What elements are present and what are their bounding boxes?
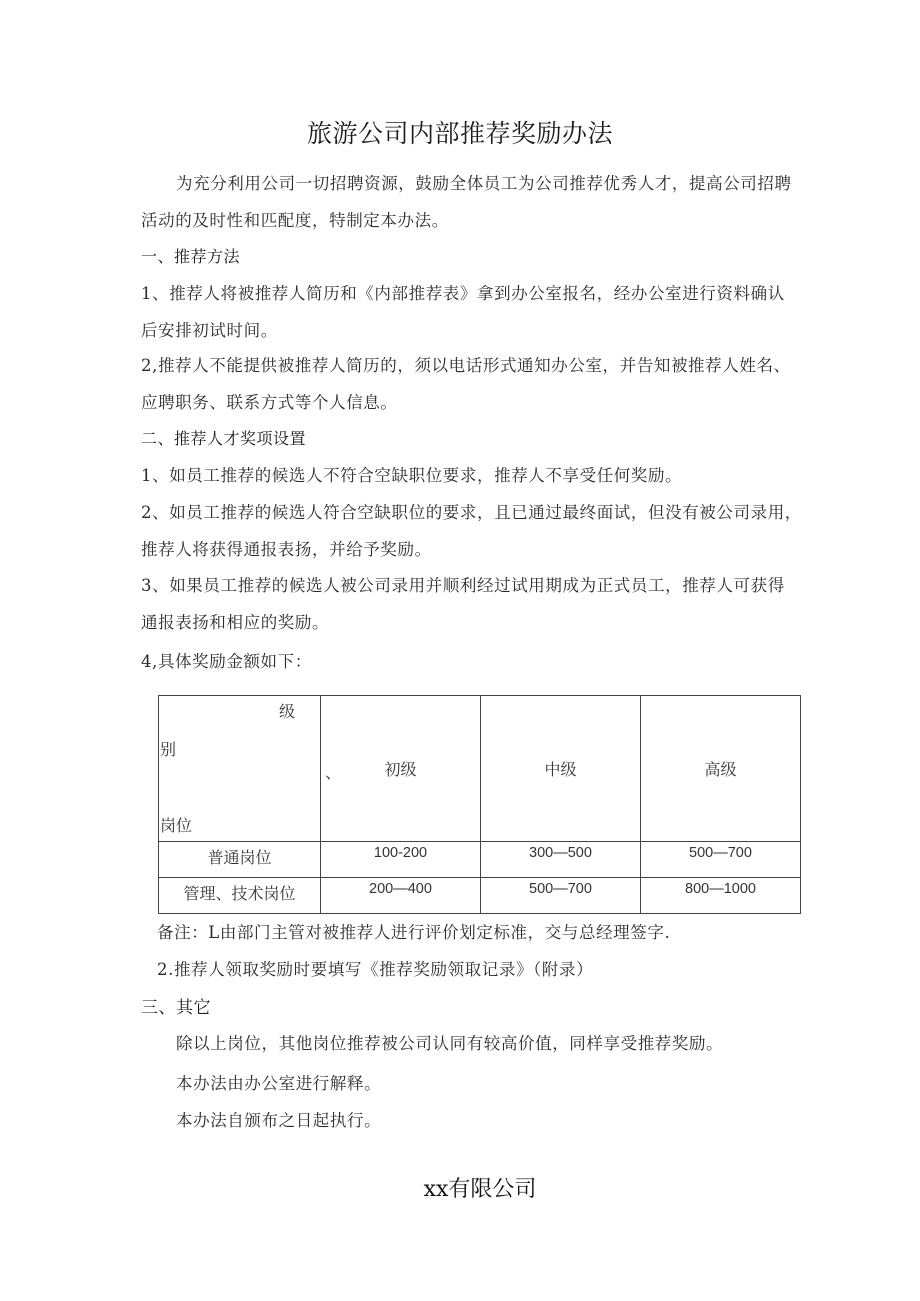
cell-general-middle: 300—500 [481,842,641,878]
corner-label-middle: 别 [160,740,177,759]
section2-item4: 4,具体奖励金额如下： [141,652,312,671]
corner-mark: 、 [325,763,342,782]
section3-line1: 除以上岗位，其他岗位推荐被公司认同有较高价值，同样享受推荐奖励。 [176,1034,724,1053]
corner-label-bottom: 岗位 [160,816,193,835]
section2-item3-line1: 3、如果员工推荐的候选人被公司录用并顺利经过试用期成为正式员工，推荐人可获得 [141,576,785,595]
row-label-general: 普通岗位 [159,842,321,878]
cell-management-middle: 500—700 [481,878,641,914]
cell-management-junior: 200—400 [321,878,481,914]
table-row [159,878,801,914]
note-2: 2.推荐人领取奖励时要填写《推荐奖励领取记录》（附录） [157,960,594,979]
cell-management-senior: 800—1000 [641,878,801,914]
intro-line-1: 为充分利用公司一切招聘资源，鼓励全体员工为公司推荐优秀人才，提高公司招聘 [176,174,792,193]
corner-label-top: 级 [279,702,296,721]
section1-heading: 一、推荐方法 [141,247,241,266]
intro-line-2: 活动的及时性和匹配度，特制定本办法。 [141,211,449,230]
document-title: 旅游公司内部推荐奖励办法 [306,119,613,148]
section1-item2-line1: 2,推荐人不能提供被推荐人简历的，须以电话形式通知办公室，并告知被推荐人姓名、 [141,356,791,375]
section3-line3: 本办法自颁布之日起执行。 [176,1111,382,1130]
level-header-junior [321,696,481,842]
cell-general-junior: 100-200 [321,842,481,878]
note-1: 备注：L由部门主管对被推荐人进行评价划定标准，交与总经理签字. [157,923,671,942]
table-header-row [159,696,801,842]
section2-item3-line2: 通报表扬和相应的奖励。 [141,613,330,632]
section1-item1-line1: 1、推荐人将被推荐人简历和《内部推荐表》拿到办公室报名，经办公室进行资料确认 [141,284,785,303]
section2-item1: 1、如员工推荐的候选人不符合空缺职位要求，推荐人不享受任何奖励。 [141,466,683,485]
table-row [159,842,801,878]
section1-item2-line2: 应聘职务、联系方式等个人信息。 [141,393,398,412]
row-label-management: 管理、技术岗位 [159,878,321,914]
table-corner-cell [159,696,321,842]
section2-item2-line1: 2、如员工推荐的候选人符合空缺职位的要求，且已通过最终面试，但没有被公司录用， [141,503,802,522]
section2-heading: 二、推荐人才奖项设置 [141,429,307,448]
reward-table [158,695,801,914]
section3-heading: 三、其它 [141,998,211,1018]
section2-item2-line2: 推荐人将获得通报表扬，并给予奖励。 [141,540,432,559]
company-signature: xx有限公司 [423,1177,537,1202]
level-label: 初级 [384,760,417,779]
cell-general-senior: 500—700 [641,842,801,878]
section3-line2: 本办法由办公室进行解释。 [176,1074,382,1093]
level-header-senior [641,696,801,842]
level-label: 中级 [544,760,577,779]
level-label: 高级 [704,760,737,779]
level-header-middle [481,696,641,842]
section1-item1-line2: 后安排初试时间。 [141,321,278,340]
